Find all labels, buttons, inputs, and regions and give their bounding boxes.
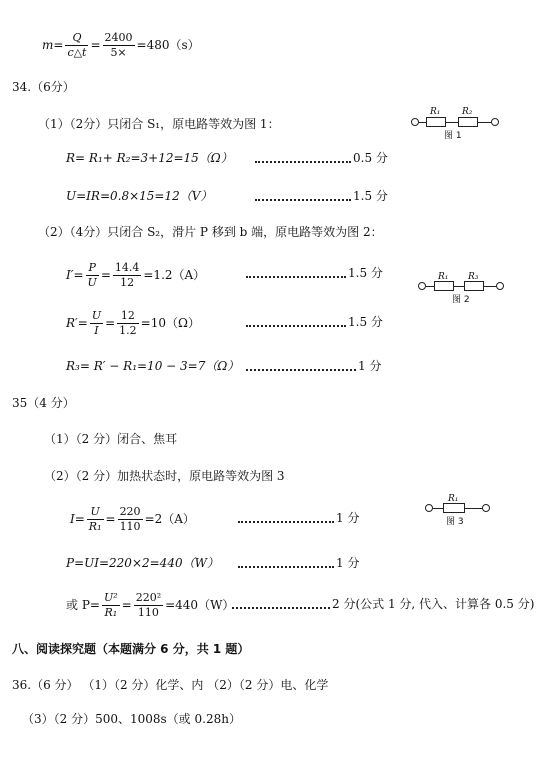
fraction-2400-over-5 <box>103 32 135 59</box>
frac-den: 1.2 <box>119 324 137 337</box>
equals: = <box>90 38 101 52</box>
frac-num: 220 <box>119 505 141 518</box>
q35-eq-i: I= $\frac{U}{\text{R₁}}$ = $\frac{220}{110}$ =2（A） <box>70 505 195 533</box>
frac-den: U <box>87 276 97 289</box>
q35-part1: （1）（2 分）闭合、焦耳 <box>44 432 178 446</box>
frac-num: P <box>86 262 99 276</box>
q34-score-i <box>246 266 383 280</box>
label-r1: R₁ <box>448 494 459 504</box>
figure-1-caption: 图 1 <box>444 131 462 141</box>
q34-score-0.5 <box>255 151 388 165</box>
q34-eq-i-prime: I′= $\frac{P}{U}$ = $\frac{14.4}{12}$ =1.2（A） <box>66 261 206 289</box>
score: 2 分(公式 1 分, 代入、计算各 0.5 分) <box>332 597 535 611</box>
dot-leader <box>246 319 346 327</box>
section-8-title: 八、阅读探究题（本题满分 6 分，共 1 题） <box>12 642 250 656</box>
q34-eq-r: R= R₁+ R₂=3+12=15（Ω） <box>66 151 233 165</box>
score: 1 分 <box>336 556 360 570</box>
score: 1.5 分 <box>348 315 383 329</box>
figure-2-caption: 图 2 <box>452 295 470 305</box>
score: 0.5 分 <box>353 151 388 165</box>
q34-eq-r-prime: R′= $\frac{U}{I}$ = $\frac{12}{1.2}$ =10（Ω） <box>66 309 200 337</box>
terminal-right <box>491 118 499 126</box>
fraction-q-over-cdt <box>65 32 88 59</box>
result: =1.2（A） <box>143 268 206 282</box>
q36-line2: （3）（2 分）500、1008s（或 0.28h） <box>22 712 241 726</box>
frac-den: c△t <box>67 46 87 59</box>
frac-den: 110 <box>137 606 159 619</box>
q34-part2-text: （2）（4分）只闭合 S₂，滑片 P 移到 b 端，原电路等效为图 2： <box>38 225 383 239</box>
frac-den: R₁ <box>104 606 118 619</box>
frac-den: R₁ <box>88 520 102 533</box>
fraction <box>117 310 139 337</box>
formula-m <box>42 32 200 59</box>
q35-eq-p: P=UI=220×2=440（W） <box>66 556 219 570</box>
frac-den: 5× <box>110 46 127 59</box>
score: 1 分 <box>358 359 382 373</box>
frac-num: 14.4 <box>114 261 140 274</box>
dot-leader <box>238 515 334 523</box>
resistor-r1 <box>434 281 454 291</box>
formula-m-result: =480（s） <box>136 38 200 52</box>
result: =2（A） <box>144 512 195 526</box>
label-r2: R₂ <box>462 107 473 117</box>
dot-leader <box>232 601 330 609</box>
lhs: I= <box>70 512 85 526</box>
frac-num: 12 <box>117 310 139 324</box>
label-r3: R₃ <box>468 272 479 282</box>
dot-leader <box>246 363 356 371</box>
fraction <box>86 262 99 289</box>
frac-num: 220² <box>135 591 162 604</box>
score: 1.5 分 <box>348 266 383 280</box>
score: 1 分 <box>336 511 360 525</box>
q34-title: 34.（6分） <box>12 80 75 94</box>
terminal-left <box>418 282 426 290</box>
q35-score-p-alt <box>232 597 534 611</box>
dot-leader <box>255 193 351 201</box>
figure-3-caption: 图 3 <box>446 517 464 527</box>
q34-eq-r3: R₃= R′ − R₁=10 − 3=7（Ω） <box>66 359 240 373</box>
terminal-left <box>411 118 419 126</box>
result: =440（W） <box>165 598 235 612</box>
terminal-right <box>482 504 490 512</box>
label-r1: R₁ <box>430 107 441 117</box>
fraction <box>102 592 120 619</box>
q35-title: 35（4 分） <box>12 396 75 410</box>
label-r1: R₁ <box>438 272 449 282</box>
frac-num: U² <box>103 591 118 604</box>
formula-m-lhs: m= <box>42 38 64 52</box>
q36-line1: 36.（6 分） （1）（2 分）化学、内 （2）（2 分）电、化学 <box>12 678 329 692</box>
dot-leader <box>238 560 334 568</box>
resistor-r1 <box>443 503 465 513</box>
dot-leader <box>246 270 346 278</box>
q34-score-r-prime <box>246 315 383 329</box>
fraction <box>118 506 143 533</box>
q34-score-r3 <box>246 359 381 373</box>
frac-den: I <box>94 324 99 337</box>
frac-den: 12 <box>120 276 135 289</box>
q34-eq-u: U=IR=0.8×15=12（V） <box>66 189 213 203</box>
q35-score-p <box>238 556 359 570</box>
frac-num: U <box>87 506 104 520</box>
terminal-left <box>425 504 433 512</box>
frac-num: Q <box>65 32 88 46</box>
frac-num: U <box>91 309 102 322</box>
frac-den: 110 <box>119 520 141 533</box>
q35-part2: （2）（2 分）加热状态时，原电路等效为图 3 <box>44 469 285 483</box>
score: 1.5 分 <box>353 189 388 203</box>
fraction <box>90 310 103 337</box>
fraction <box>113 262 142 289</box>
terminal-right <box>496 282 504 290</box>
lhs: I′= <box>66 268 84 282</box>
frac-num: 2400 <box>104 31 133 44</box>
resistor-r1 <box>426 117 446 127</box>
dot-leader <box>255 155 351 163</box>
lhs: R′= <box>66 316 88 330</box>
resistor-r2 <box>458 117 478 127</box>
q34-part1-text: （1）（2分）只闭合 S₁，原电路等效为图 1： <box>38 117 280 131</box>
q34-score-1.5 <box>255 189 388 203</box>
q35-score-i <box>238 511 359 525</box>
prefix: 或 P= <box>66 598 100 612</box>
result: =10（Ω） <box>140 316 200 330</box>
fraction <box>87 506 104 533</box>
fraction <box>134 592 163 619</box>
resistor-r3 <box>464 281 484 291</box>
q35-eq-p-alt: 或 P= $\frac{\text{U²}}{\text{R₁}}$ = $\frac{\text{220²}}{110}$ =440（W） <box>66 591 235 619</box>
